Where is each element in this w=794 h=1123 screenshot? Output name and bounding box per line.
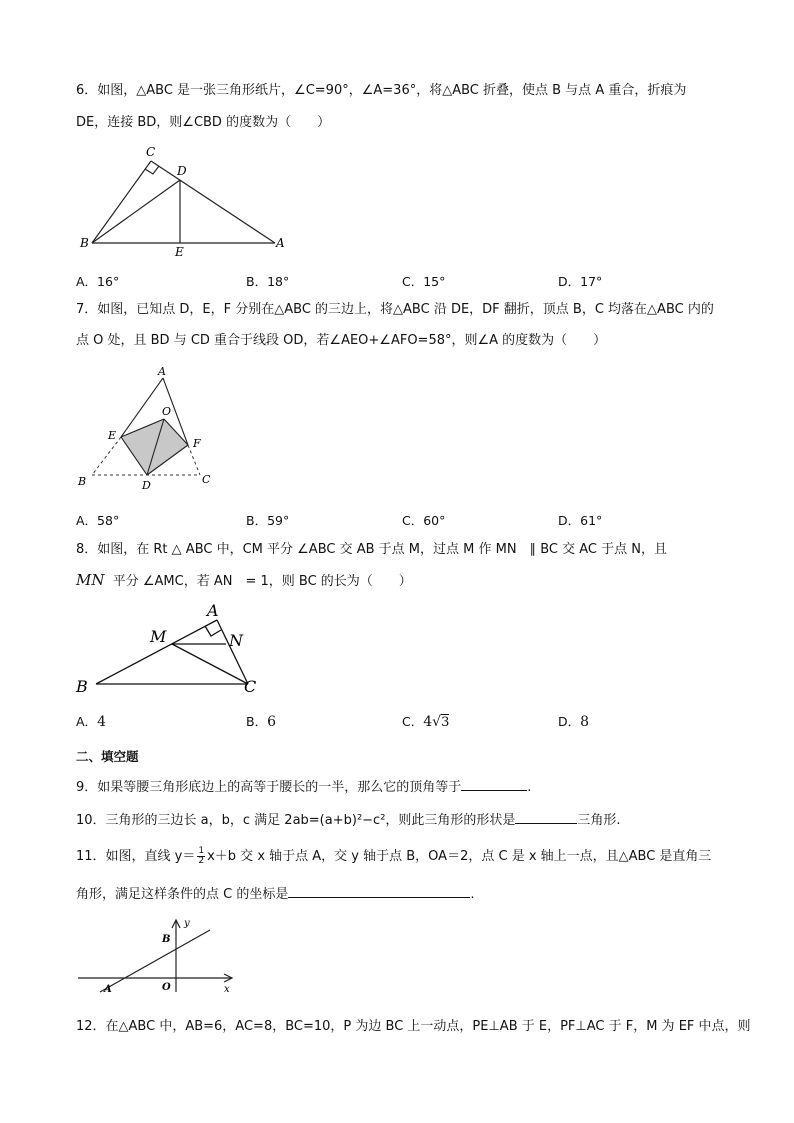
q11-label-b: B — [162, 934, 171, 945]
q6-option-d: D．17° — [558, 274, 603, 289]
q6-label-e: E — [175, 245, 184, 259]
q7-label-b: B — [78, 475, 87, 488]
q9-answer-blank[interactable] — [461, 776, 527, 791]
q10-text: 10．三角形的三边长 a，b，c 满足 2ab=(a+b)²−c²，则此三角形的形状是 — [76, 813, 516, 828]
q8-option-c-radicand: 3 — [441, 715, 450, 730]
q7-line2: 点 O 处，且 BD 与 CD 重合于线段 OD，若∠AEO+∠AFO=58°，则∠A 的度数为（ ） — [76, 333, 607, 348]
q7-line1: 7．如图，已知点 D，E，F 分别在△ABC 的三边上，将△ABC 沿 DE，DF 翻折，顶点 B，C 均落在△ABC 内的 — [76, 302, 714, 317]
q11-fraction: $\frac{1}{2}$ — [198, 846, 205, 866]
q6-option-b: B．18° — [246, 274, 290, 289]
q6-label-c: C — [146, 145, 156, 159]
q7-label-d: D — [142, 479, 151, 492]
q7-shaded-region — [121, 419, 188, 475]
q8-label-m: M — [150, 627, 167, 646]
q8-line2-text: 平分 ∠AMC，若 AN = 1，则 BC 的长为（ ） — [112, 574, 412, 589]
q6-figure — [76, 140, 296, 260]
q8-figure — [72, 600, 272, 700]
q6-label-d: D — [177, 164, 187, 178]
q8-label-n: N — [229, 631, 243, 650]
q6-label-b: B — [80, 236, 89, 250]
q7-option-c: C．60° — [402, 513, 446, 528]
q11-line-graph — [100, 930, 210, 992]
q8-segment-mc — [172, 644, 248, 684]
q11-answer-blank[interactable] — [288, 883, 470, 898]
q10-answer-blank[interactable] — [515, 809, 577, 824]
q7-option-d: D．61° — [558, 513, 603, 528]
q8-line2 — [76, 570, 412, 592]
q7-figure — [76, 365, 226, 495]
q6-label-a: A — [276, 236, 285, 250]
q7-option-a: A．58° — [76, 513, 120, 528]
q7-label-o: O — [162, 405, 172, 418]
sqrt-sign: √ — [432, 714, 442, 730]
q8-label-b: B — [76, 677, 88, 696]
q8-line1: 8．如图，在 Rt △ ABC 中，CM 平分 ∠ABC 交 AB 于点 M，过点 M 作 MN ∥ BC 交 AC 于点 N，且 — [76, 542, 667, 557]
q11-post: x＋b 交 x 轴于点 A，交 y 轴于点 B，OA＝2，点 C 是 x 轴上一点，且△ABC 是直角三 — [207, 849, 712, 864]
q10-end: 三角形. — [577, 813, 621, 828]
q9-end: . — [527, 780, 532, 795]
section-heading-fill-in: 二、填空题 — [76, 749, 139, 764]
q8-side-ac — [217, 620, 248, 684]
q8-right-angle-mark — [205, 626, 221, 636]
q6-option-c: C．15° — [402, 274, 446, 289]
q8-label-a: A — [207, 601, 219, 620]
q11-pre: 11．如图，直线 y＝ — [76, 849, 196, 864]
q8-option-c: C．4√3 — [402, 714, 450, 730]
q8-option-a: A．4 — [76, 714, 106, 730]
q11-label-y: y — [184, 918, 190, 929]
q7-label-f: F — [193, 437, 201, 450]
q7-label-e: E — [108, 429, 117, 442]
q6-side-ca — [151, 161, 275, 243]
q6-segment-bd — [92, 180, 180, 243]
q8-option-b: B．6 — [246, 714, 276, 730]
q7-option-b: B．59° — [246, 513, 290, 528]
q8-label-c: C — [244, 677, 257, 696]
q6-line2: DE，连接 BD，则∠CBD 的度数为（ ） — [76, 115, 331, 130]
q10-line — [76, 809, 621, 831]
q7-label-c: C — [202, 473, 211, 486]
q8-mn-symbol: MN — [76, 571, 105, 589]
q6-line1: 6．如图，△ABC 是一张三角形纸片，∠C=90°，∠A=36°，将△ABC 折叠，使点 B 与点 A 重合，折痕为 — [76, 83, 687, 98]
q11-label-o: O — [162, 982, 171, 993]
q12-line1: 12．在△ABC 中，AB=6，AC=8，BC=10，P 为边 BC 上一动点，PE⊥AB 于 E，PF⊥AC 于 F，M 为 EF 中点，则 — [76, 1019, 751, 1034]
q9-text: 9．如果等腰三角形底边上的高等于腰长的一半，那么它的顶角等于 — [76, 780, 462, 795]
q11-line1 — [76, 847, 711, 867]
q11-line2 — [76, 883, 474, 905]
q7-dashed-eb — [92, 437, 121, 475]
q6-side-bc — [92, 161, 151, 243]
q8-option-d: D．8 — [558, 714, 590, 730]
q6-option-a: A．16° — [76, 274, 120, 289]
q7-label-a: A — [158, 365, 166, 378]
q9-line — [76, 776, 531, 798]
q11-label-a: A — [104, 984, 112, 995]
q11-end: . — [470, 887, 475, 902]
q11-label-x: x — [224, 984, 230, 995]
q11-figure — [76, 912, 246, 996]
q11-line2-text: 角形，满足这样条件的点 C 的坐标是 — [76, 887, 289, 902]
